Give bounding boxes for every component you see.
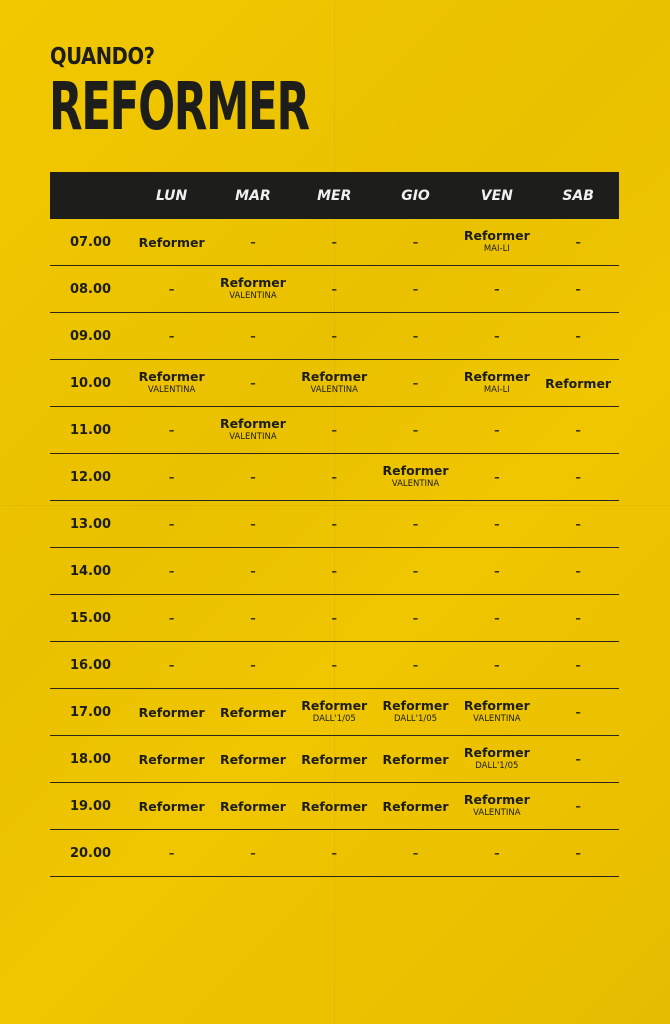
class-name: – (412, 611, 419, 625)
class-cell (375, 800, 456, 813)
class-name: – (412, 235, 419, 249)
class-cell (212, 847, 293, 860)
class-cell (375, 283, 456, 296)
class-name: – (575, 658, 581, 672)
class-name: Reformer (301, 368, 368, 384)
class-name: – (250, 235, 256, 249)
class-name: – (412, 658, 419, 672)
class-cell (375, 612, 456, 625)
class-name: – (250, 564, 256, 578)
class-name: Reformer (219, 704, 286, 720)
class-name: – (575, 282, 581, 296)
class-name: – (494, 470, 500, 484)
class-name: – (494, 423, 500, 437)
class-name: – (250, 376, 256, 390)
header-day-sab: SAB (562, 187, 594, 204)
time-label: 15.00 (69, 610, 112, 626)
header-day-mer: MER (317, 187, 352, 204)
class-cell (131, 659, 212, 672)
class-cell (456, 229, 537, 256)
table-row (50, 454, 619, 501)
class-cell (456, 612, 537, 625)
class-name: Reformer (301, 751, 368, 767)
class-cell (131, 518, 212, 531)
class-name: – (331, 470, 337, 484)
time-label: 11.00 (69, 422, 112, 438)
class-name: – (494, 517, 500, 531)
class-name: – (494, 564, 500, 578)
class-name: – (250, 470, 256, 484)
table-row (50, 266, 619, 313)
class-name: – (412, 423, 419, 437)
class-cell (131, 565, 212, 578)
class-name: – (250, 658, 256, 672)
class-name: – (331, 517, 337, 531)
class-cell (537, 612, 618, 625)
class-cell (456, 699, 537, 726)
table-row (50, 595, 619, 642)
class-cell (131, 847, 212, 860)
class-name: – (331, 329, 337, 343)
class-name: Reformer (382, 697, 449, 713)
class-cell (212, 276, 293, 303)
class-cell (375, 330, 456, 343)
class-note: VALENTINA (473, 713, 521, 724)
class-name: – (168, 423, 175, 437)
time-label: 20.00 (69, 845, 112, 861)
class-cell (212, 236, 293, 249)
class-name: Reformer (463, 744, 530, 760)
class-name: – (168, 846, 175, 860)
class-cell (294, 699, 375, 726)
class-cell (294, 565, 375, 578)
class-cell (537, 283, 618, 296)
table-row (50, 548, 619, 595)
class-note: VALENTINA (310, 384, 358, 395)
class-name: – (575, 705, 581, 719)
class-cell (537, 565, 618, 578)
class-cell (131, 236, 212, 249)
class-name: – (250, 611, 256, 625)
class-cell (294, 800, 375, 813)
class-cell (212, 612, 293, 625)
class-name: Reformer (219, 415, 286, 431)
class-cell (375, 699, 456, 726)
class-cell (456, 330, 537, 343)
header-day-ven: VEN (480, 187, 513, 204)
class-cell (131, 424, 212, 437)
class-name: Reformer (545, 375, 612, 391)
class-name: Reformer (463, 368, 530, 384)
class-name: – (412, 376, 419, 390)
class-cell (456, 518, 537, 531)
class-cell (537, 424, 618, 437)
class-name: Reformer (382, 798, 449, 814)
class-cell (212, 417, 293, 444)
class-cell (456, 746, 537, 773)
class-cell (131, 706, 212, 719)
time-label: 12.00 (69, 469, 112, 485)
class-name: – (168, 470, 175, 484)
class-note: DALL'1/05 (393, 713, 438, 724)
class-name: Reformer (138, 751, 205, 767)
class-name: – (331, 611, 337, 625)
class-cell (456, 847, 537, 860)
class-cell (456, 370, 537, 397)
class-name: – (575, 799, 581, 813)
time-label: 19.00 (69, 798, 112, 814)
class-name: – (168, 329, 175, 343)
class-name: – (412, 329, 419, 343)
page-title: REFORMER (49, 68, 309, 145)
class-cell (456, 283, 537, 296)
schedule-table (50, 172, 619, 877)
class-name: Reformer (301, 798, 368, 814)
class-cell (456, 659, 537, 672)
class-cell (212, 471, 293, 484)
class-name: – (250, 517, 256, 531)
class-cell (131, 753, 212, 766)
class-cell (456, 565, 537, 578)
class-name: – (494, 846, 500, 860)
time-label: 10.00 (69, 375, 112, 391)
class-cell (294, 471, 375, 484)
class-cell (294, 847, 375, 860)
class-name: Reformer (138, 234, 205, 250)
class-note: DALL'1/05 (475, 760, 519, 771)
class-name: Reformer (382, 751, 449, 767)
class-cell (537, 236, 618, 249)
time-label: 09.00 (69, 328, 112, 344)
class-name: – (331, 282, 337, 296)
class-cell (375, 518, 456, 531)
class-name: Reformer (463, 697, 530, 713)
table-row (50, 219, 619, 266)
class-cell (212, 518, 293, 531)
class-cell (212, 659, 293, 672)
class-note: MAI-LI (483, 243, 510, 254)
class-name: – (250, 329, 256, 343)
class-cell (537, 800, 618, 813)
table-header (50, 172, 619, 219)
class-name: – (168, 564, 175, 578)
time-label: 08.00 (69, 281, 112, 297)
table-row (50, 736, 619, 783)
class-name: – (412, 846, 419, 860)
class-cell (294, 659, 375, 672)
header-day-gio: GIO (401, 187, 430, 204)
class-cell (375, 464, 456, 491)
class-cell (456, 471, 537, 484)
class-cell (131, 370, 212, 397)
class-cell (212, 330, 293, 343)
table-row (50, 830, 619, 877)
class-name: – (494, 329, 500, 343)
class-cell (131, 471, 212, 484)
class-name: – (575, 564, 581, 578)
class-note: MAI-LI (483, 384, 510, 395)
class-cell (375, 377, 456, 390)
class-name: Reformer (138, 704, 205, 720)
class-name: – (331, 564, 337, 578)
class-cell (375, 236, 456, 249)
table-row (50, 689, 619, 736)
class-cell (456, 424, 537, 437)
class-name: Reformer (138, 368, 205, 384)
table-row (50, 642, 619, 689)
class-name: – (494, 282, 500, 296)
header-day-mar: MAR (235, 187, 271, 204)
class-cell (212, 800, 293, 813)
class-name: Reformer (463, 791, 530, 807)
class-cell (131, 283, 212, 296)
class-cell (294, 753, 375, 766)
class-name: – (412, 282, 419, 296)
class-name: – (250, 846, 256, 860)
class-cell (212, 565, 293, 578)
class-cell (294, 283, 375, 296)
time-label: 14.00 (69, 563, 112, 579)
table-row (50, 501, 619, 548)
class-name: – (331, 235, 337, 249)
class-cell (537, 847, 618, 860)
class-name: Reformer (138, 798, 205, 814)
class-cell (456, 793, 537, 820)
time-label: 16.00 (69, 657, 112, 673)
header-day-lun: LUN (156, 187, 188, 204)
class-cell (537, 659, 618, 672)
class-note: VALENTINA (391, 478, 440, 489)
table-row (50, 313, 619, 360)
class-cell (212, 706, 293, 719)
class-name: – (412, 564, 419, 578)
class-cell (212, 753, 293, 766)
table-row (50, 407, 619, 454)
class-name: – (575, 517, 581, 531)
class-name: – (575, 470, 581, 484)
table-row (50, 360, 619, 407)
class-cell (131, 612, 212, 625)
class-cell (537, 471, 618, 484)
class-name: Reformer (219, 751, 286, 767)
class-name: – (168, 517, 175, 531)
class-name: – (494, 611, 500, 625)
class-cell (294, 518, 375, 531)
class-note: VALENTINA (229, 431, 277, 442)
class-name: – (575, 611, 581, 625)
class-cell (375, 565, 456, 578)
class-name: – (575, 423, 581, 437)
class-note: VALENTINA (147, 384, 196, 395)
class-name: Reformer (219, 798, 286, 814)
class-name: Reformer (301, 697, 368, 713)
class-cell (537, 377, 618, 390)
class-name: – (412, 517, 419, 531)
class-cell (294, 424, 375, 437)
class-cell (294, 330, 375, 343)
class-cell (375, 847, 456, 860)
class-note: DALL'1/05 (312, 713, 356, 724)
time-label: 18.00 (69, 751, 112, 767)
class-cell (131, 800, 212, 813)
class-name: – (494, 658, 500, 672)
class-cell (537, 518, 618, 531)
time-label: 13.00 (69, 516, 112, 532)
time-label: 17.00 (69, 704, 112, 720)
class-cell (375, 659, 456, 672)
class-name: – (575, 235, 581, 249)
class-cell (294, 370, 375, 397)
class-note: VALENTINA (229, 290, 277, 301)
class-name: – (168, 611, 175, 625)
class-name: – (331, 423, 337, 437)
class-name: Reformer (219, 274, 286, 290)
class-name: – (575, 329, 581, 343)
class-note: VALENTINA (473, 807, 521, 818)
class-name: Reformer (382, 462, 449, 478)
class-cell (131, 330, 212, 343)
kicker-heading: QUANDO? (50, 44, 155, 70)
class-cell (537, 753, 618, 766)
class-cell (375, 753, 456, 766)
class-cell (294, 612, 375, 625)
class-name: – (168, 658, 175, 672)
class-name: Reformer (463, 227, 530, 243)
class-cell (375, 424, 456, 437)
class-name: – (168, 282, 175, 296)
class-cell (537, 706, 618, 719)
class-cell (537, 330, 618, 343)
class-name: – (575, 846, 581, 860)
class-name: – (575, 752, 581, 766)
class-cell (212, 377, 293, 390)
class-cell (294, 236, 375, 249)
table-row (50, 783, 619, 830)
class-name: – (331, 846, 337, 860)
time-label: 07.00 (69, 234, 112, 250)
class-name: – (331, 658, 337, 672)
